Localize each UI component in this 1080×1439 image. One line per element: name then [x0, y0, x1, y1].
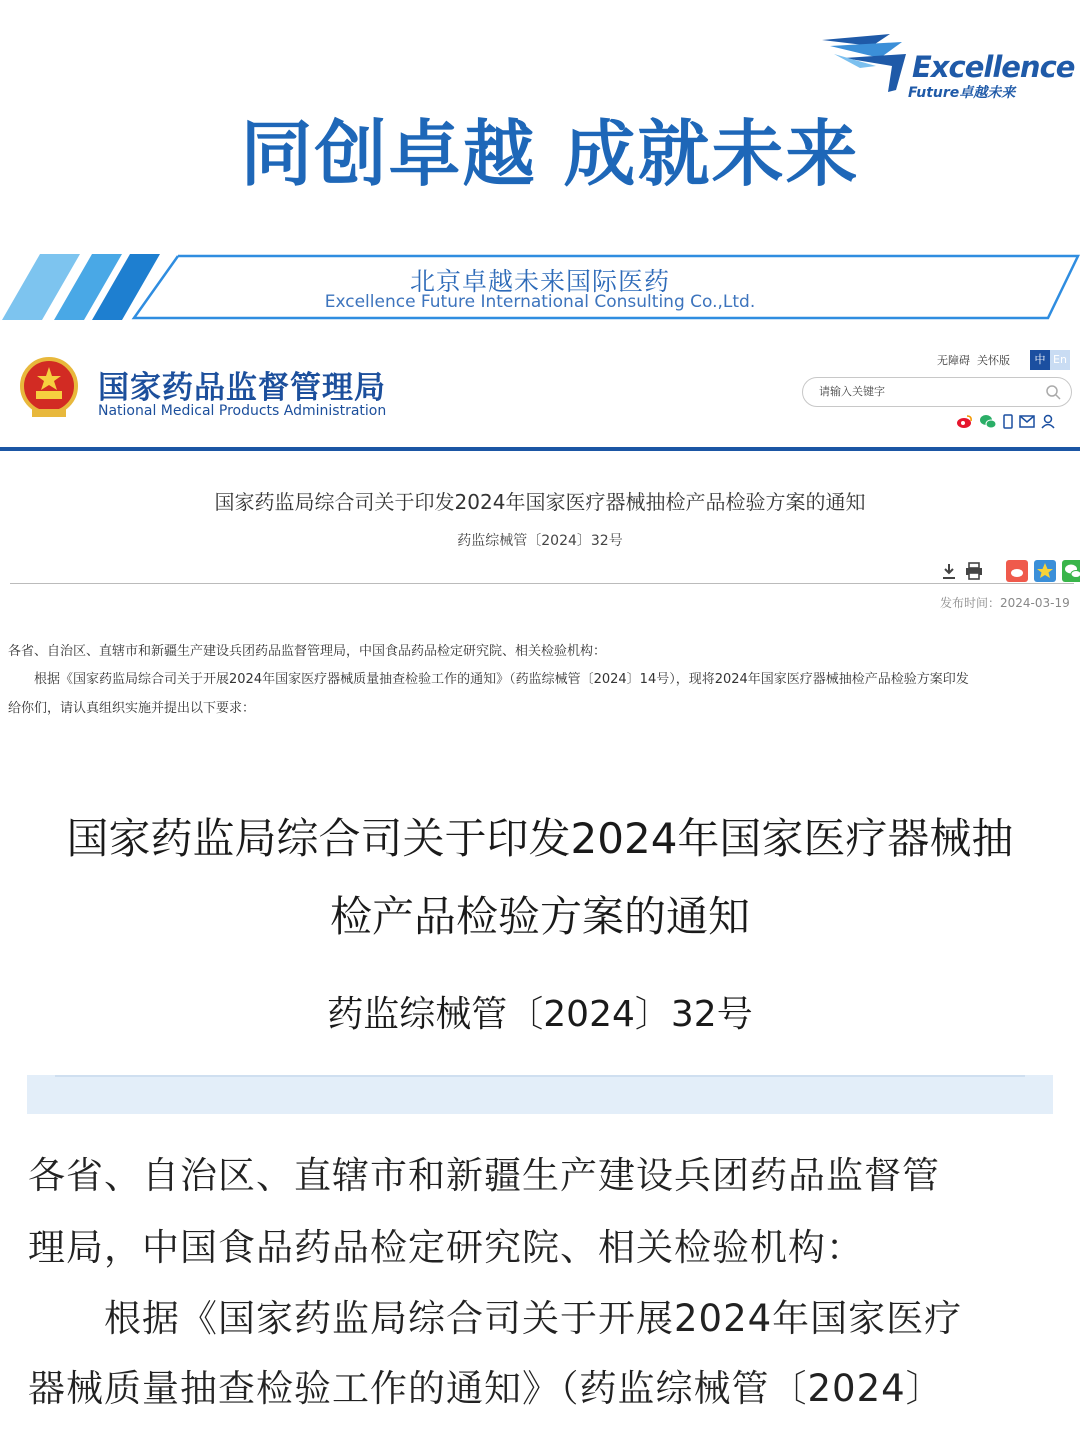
logo-swoosh-icon: [820, 32, 920, 102]
zoomed-paragraph-line: 器械质量抽查检验工作的通知》（药监综械管〔2024〕: [28, 1367, 944, 1410]
preview-paragraph-line: 根据《国家药监局综合司关于开展2024年国家医疗器械质量抽查检验工作的通知》（药监综械管〔2024〕14号），现将2024年国家医疗器械抽检产品检验方案印发: [8, 672, 969, 687]
national-emblem-icon: [18, 357, 80, 419]
zoomed-paragraph-line: 根据《国家药监局综合司关于开展2024年国家医疗: [28, 1297, 963, 1340]
user-icon[interactable]: [1041, 414, 1055, 429]
agency-name-en: National Medical Products Administration: [98, 403, 387, 419]
download-icon[interactable]: [940, 562, 958, 580]
mail-icon[interactable]: [1019, 415, 1035, 428]
zoomed-title-line: 检产品检验方案的通知: [329, 892, 750, 941]
document-number: 药监综械管〔2024〕32号: [457, 533, 623, 549]
preview-paragraph-line: 给你们，请认真组织实施并提出以下要求：: [8, 701, 256, 716]
wechat-icon[interactable]: [979, 414, 997, 429]
mobile-icon[interactable]: [1003, 414, 1013, 429]
publish-date: 发布时间：2024-03-19: [940, 596, 1070, 610]
zoomed-title-line: 国家药监局综合司关于印发2024年国家医疗器械抽: [66, 814, 1014, 863]
weibo-icon[interactable]: [956, 414, 973, 429]
zoomed-article-title: [20, 800, 1060, 956]
article-toolbar: [940, 560, 1080, 582]
company-name-en: Excellence Future International Consulting Co.,Ltd.: [324, 292, 756, 312]
slogan-heading: 同创卓越 成就未来: [240, 112, 860, 196]
lang-cn-button[interactable]: 中: [1030, 350, 1050, 370]
lang-en-button[interactable]: En: [1050, 350, 1070, 370]
article-title: 国家药监局综合司关于印发2024年国家医疗器械抽检产品检验方案的通知: [214, 490, 866, 514]
preview-paragraph-line: 各省、自治区、直辖市和新疆生产建设兵团药品监督管理局，中国食品药品检定研究院、相关检验机构：: [8, 644, 607, 659]
header-divider: [0, 447, 1080, 451]
company-name-cn: 北京卓越未来国际医药: [409, 267, 670, 296]
social-links: [956, 414, 1055, 429]
accessibility-link[interactable]: 无障碍: [937, 354, 970, 367]
search-input[interactable]: [817, 384, 1031, 399]
zoomed-paragraph-line: 各省、自治区、直辖市和新疆生产建设兵团药品监督管: [28, 1154, 940, 1197]
section-band-line: [55, 1075, 1025, 1077]
excellence-logo: [820, 32, 1076, 104]
zoomed-paragraph-line: 理局，中国食品药品检定研究院、相关检验机构：: [28, 1226, 864, 1269]
section-band: [27, 1075, 1053, 1114]
share-wechat-icon[interactable]: [1062, 560, 1080, 582]
article-divider: [10, 583, 1074, 584]
logo-wordmark: Excellence: [912, 50, 1075, 84]
search-icon[interactable]: [1045, 384, 1061, 400]
elderly-mode-link[interactable]: 关怀版: [977, 354, 1010, 367]
logo-subtitle: Future卓越未来: [908, 85, 1016, 101]
share-qzone-icon[interactable]: [1034, 560, 1056, 582]
share-weibo-icon[interactable]: [1006, 560, 1028, 582]
agency-name-cn: 国家药品监督管理局: [98, 370, 386, 406]
zoomed-document-number: 药监综械管〔2024〕32号: [327, 994, 753, 1035]
search-box: [802, 377, 1072, 407]
print-icon[interactable]: [964, 562, 984, 580]
